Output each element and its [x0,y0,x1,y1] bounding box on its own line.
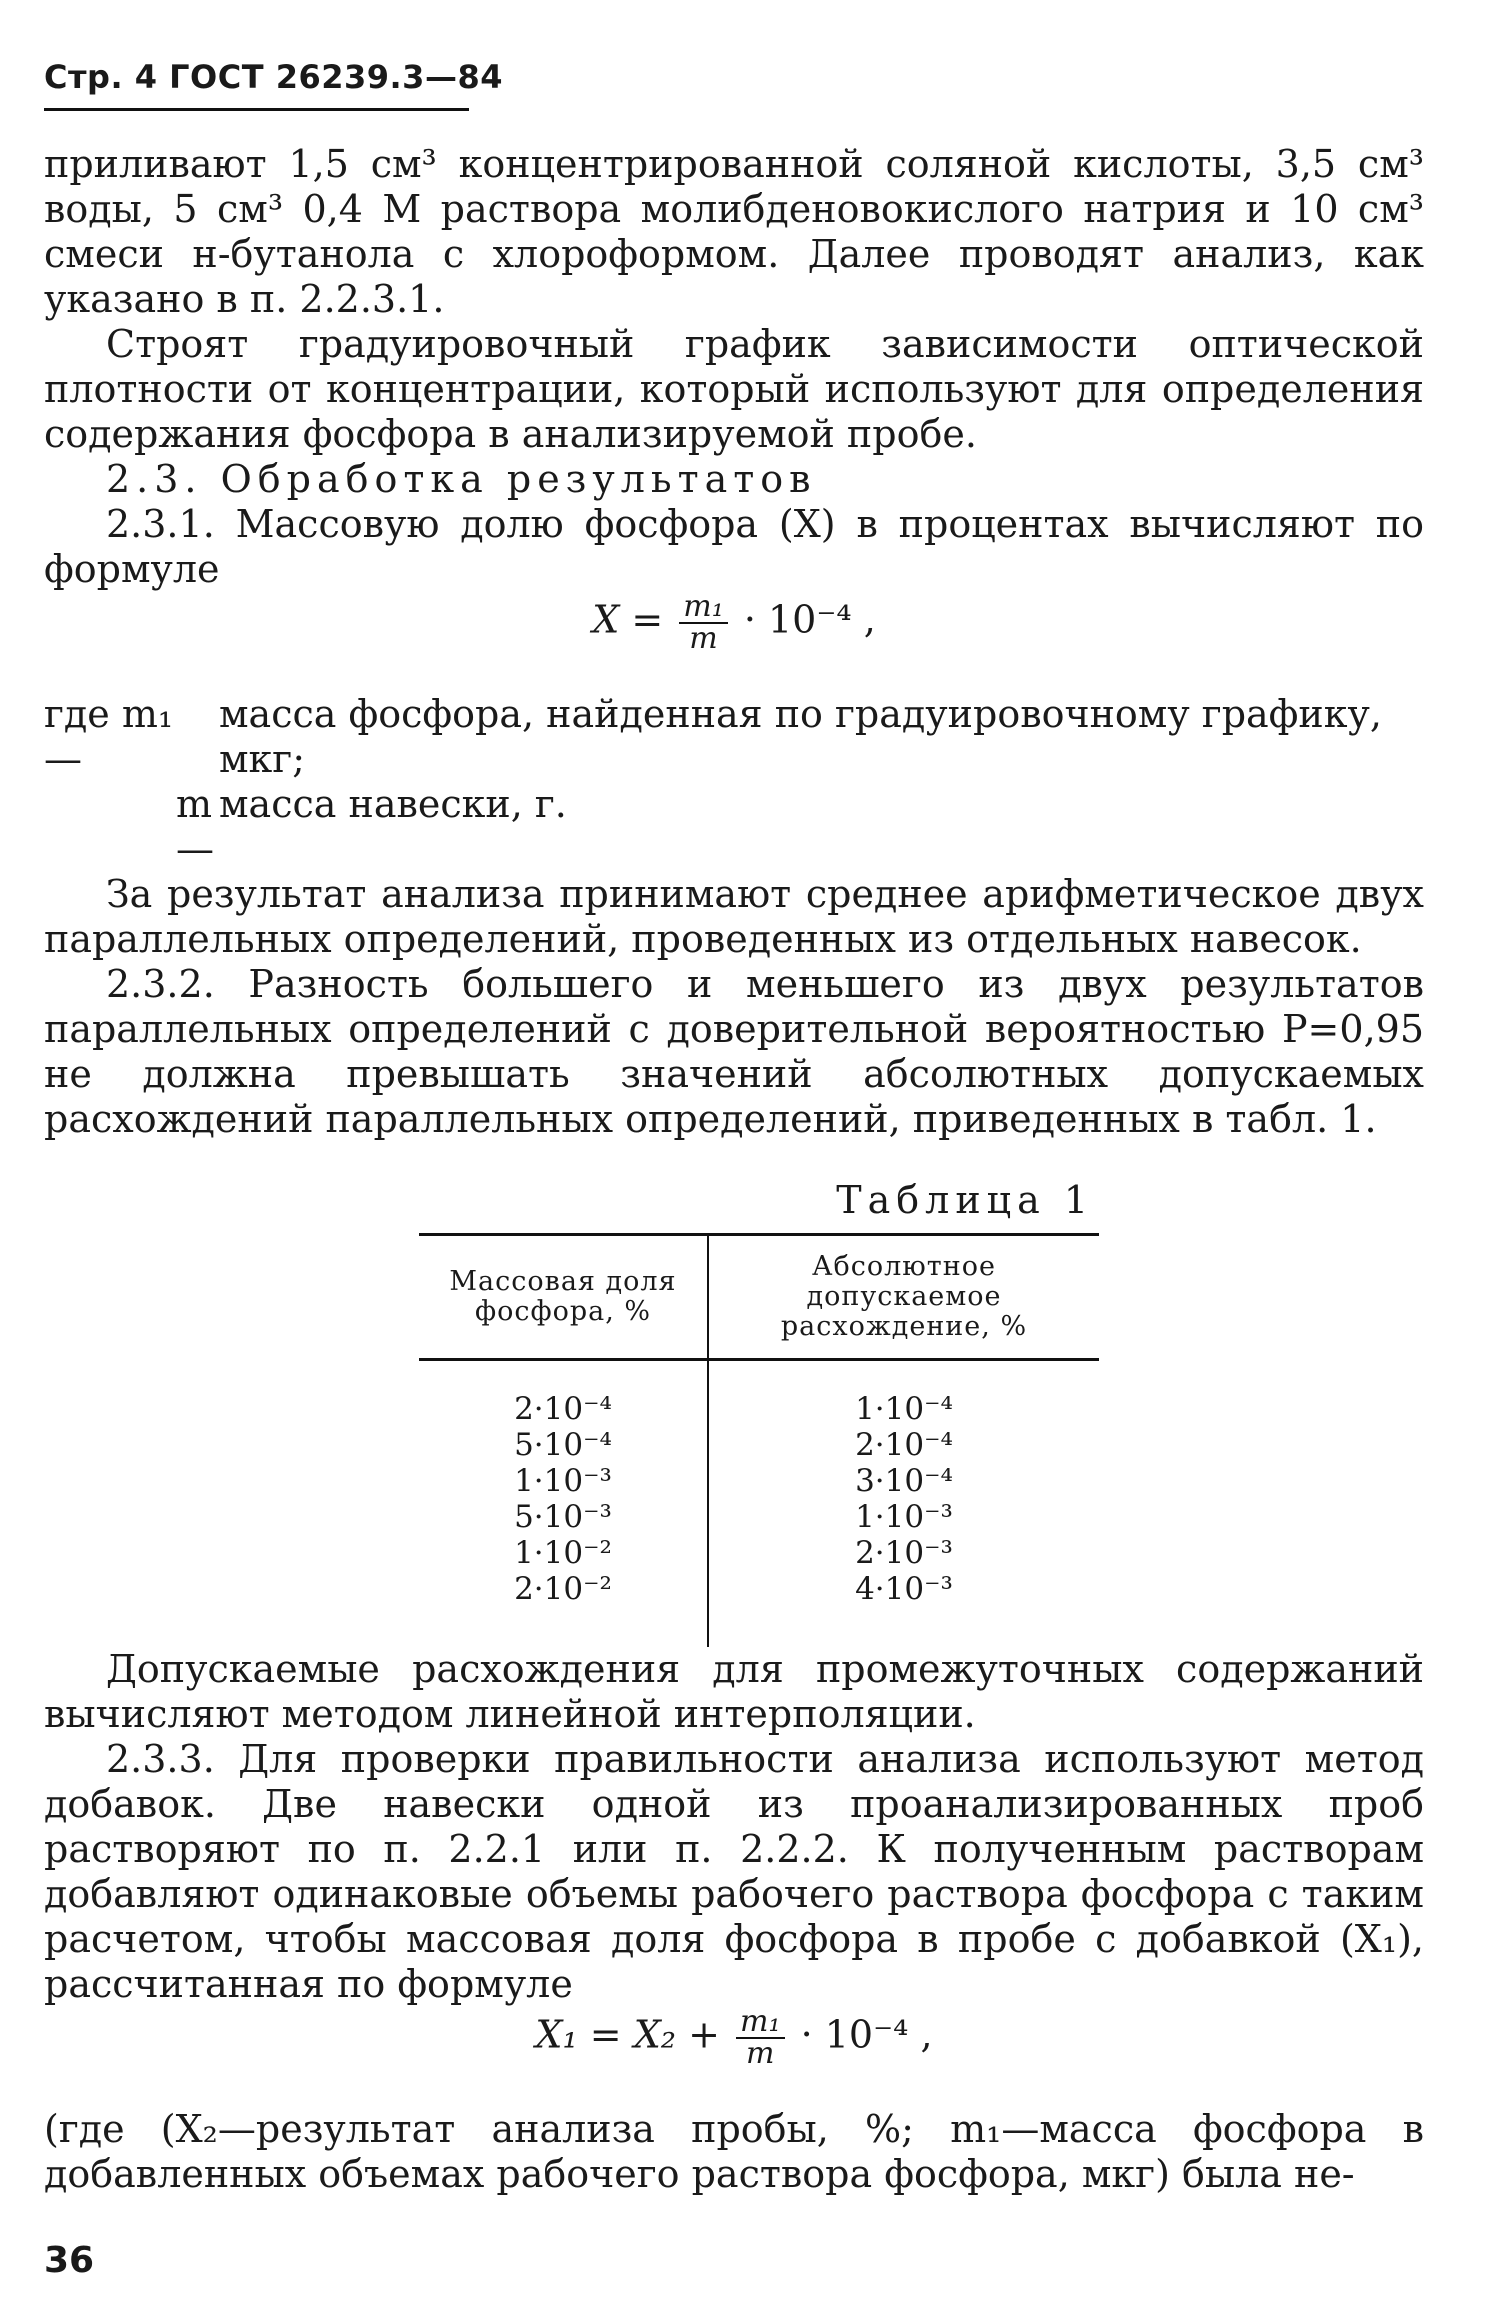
where-list [44,692,1424,872]
where-row-1 [44,692,1424,782]
paragraph-4: 2.3.1. Массовую долю фосфора (X) в процентах вычисляют по формуле [44,502,1424,591]
where-text-2: масса навески, г. [219,782,567,826]
table-cell: 5·10⁻⁴ [419,1427,708,1463]
table-cell: 1·10⁻² [419,1535,708,1571]
table-cell: 1·10⁻³ [855,1499,953,1535]
formula-2-fraction [736,2004,784,2071]
table-spacer [419,1360,1099,1392]
table-header-cell: Массовая доля фосфора, % [419,1235,708,1360]
table-title: Таблица 1 [836,1178,1094,1222]
table-cell: 2·10⁻⁴ [855,1427,953,1463]
page-header: Стр. 4 ГОСТ 26239.3—84 [44,58,503,96]
paragraph-2: Строят градуировочный график зависимости оптической плотности от концентрации, который используют для определения содержания фосфора в анализируемой пробе. [44,322,1424,456]
page-number: 36 [44,2240,95,2281]
formula-2-rhs: · 10⁻⁴ , [800,2012,933,2057]
table-cell: 2·10⁻⁴ [419,1391,708,1427]
table-row [419,1571,1099,1647]
formula-2-denominator: m [746,2036,775,2071]
paragraph-1: приливают 1,5 см³ концентрированной соляной кислоты, 3,5 см³ воды, 5 см³ 0,4 М раствора молибденовокислого натрия и 10 см³ смеси н-бутанола с хлороформом. Далее проводят анализ, как указано в п. 2.2.3.1. [44,142,1424,321]
table-cell: 1·10⁻⁴ [855,1391,953,1427]
formula-1-denominator: m [689,621,718,656]
formula-2-lhs: X₁ = X₂ + [535,2012,720,2057]
formula-1-fraction [679,589,727,656]
table-header-row [419,1235,1099,1360]
formula-1-numerator: m₁ [679,592,727,624]
table-row [419,1535,1099,1571]
table-cell: 3·10⁻⁴ [855,1463,953,1499]
table-row [419,1391,1099,1427]
table-row [419,1427,1099,1463]
formula-2 [44,2004,1424,2107]
where-text-1: масса фосфора, найденная по градуировочному графику, мкг; [219,692,1382,781]
where-label-1: где m₁ — [44,692,174,781]
formula-1-rhs: · 10⁻⁴ , [743,597,876,642]
table-cell: 2·10⁻³ [855,1535,953,1571]
paragraph-6: 2.3.2. Разность большего и меньшего из двух результатов параллельных определений с доверительной вероятностью P=0,95 не должна превышать значений абсолютных допускаемых расхождений параллельных определений, приведенных в табл. 1. [44,962,1424,1141]
formula-1 [44,589,1424,692]
table-header-cell: Абсолютное допускаемое расхождение, % [708,1235,1099,1360]
paragraph-5: За результат анализа принимают среднее арифметическое двух параллельных определений, проведенных из отдельных навесок. [44,872,1424,961]
body-text [44,142,1424,2197]
data-table [419,1233,1099,1647]
formula-1-lhs: X = [592,597,664,642]
table-cell: 2·10⁻² [419,1571,708,1647]
table-row [419,1499,1099,1535]
formula-2-numerator: m₁ [736,2007,784,2039]
where-row-2 [44,782,1424,872]
paragraph-7: Допускаемые расхождения для промежуточных содержаний вычисляют методом линейной интерполяции. [44,1647,1424,1736]
paragraph-9: (где (X₂—результат анализа пробы, %; m₁—масса фосфора в добавленных объемах рабочего раствора фосфора, мкг) была не- [44,2107,1424,2196]
table-cell: 1·10⁻³ [419,1463,708,1499]
table-cell: 5·10⁻³ [419,1499,708,1535]
table-row [419,1463,1099,1499]
header-rule [44,108,469,111]
section-heading: 2.3. Обработка результатов [106,457,817,501]
table-wrapper [419,1233,1099,1647]
where-label-2: m — [176,782,214,871]
table-cell: 4·10⁻³ [855,1571,953,1607]
paragraph-8: 2.3.3. Для проверки правильности анализа используют метод добавок. Две навески одной из проанализированных проб растворяют по п. 2.2.1 или п. 2.2.2. К полученным растворам добавляют одинаковые объемы рабочего раствора фосфора с таким расчетом, чтобы массовая доля фосфора в пробе с добавкой (X₁), рассчитанная по формуле [44,1737,1424,2006]
